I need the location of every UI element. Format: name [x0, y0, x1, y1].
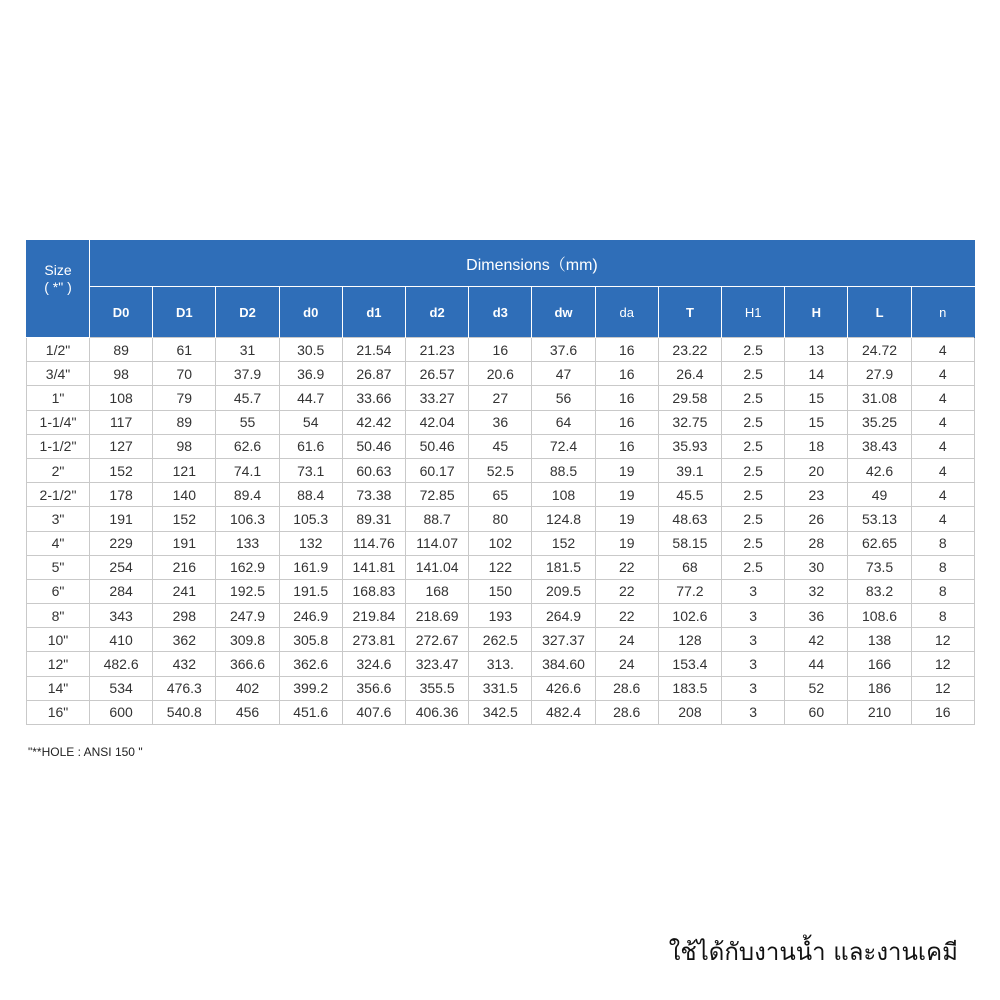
table-cell: 27.9 — [848, 362, 911, 386]
table-row — [27, 700, 975, 724]
table-cell: 108.6 — [848, 604, 911, 628]
table-cell: 476.3 — [153, 676, 216, 700]
table-cell: 2.5 — [722, 410, 785, 434]
column-header: D2 — [216, 287, 279, 338]
size-header — [27, 240, 90, 338]
table-cell: 181.5 — [532, 555, 595, 579]
table-cell: 33.27 — [406, 386, 469, 410]
table-cell: 89 — [90, 338, 153, 362]
table-cell: 44.7 — [279, 386, 342, 410]
table-cell: 402 — [216, 676, 279, 700]
table-cell: 16 — [595, 410, 658, 434]
table-cell: 73.1 — [279, 458, 342, 482]
table-cell: 98 — [90, 362, 153, 386]
table-cell: 254 — [90, 555, 153, 579]
table-cell: 3 — [722, 628, 785, 652]
table-cell: 24 — [595, 652, 658, 676]
table-cell: 323.47 — [406, 652, 469, 676]
table-cell: 26.87 — [342, 362, 405, 386]
column-header: L — [848, 287, 911, 338]
table-cell: 3 — [722, 652, 785, 676]
table-cell: 451.6 — [279, 700, 342, 724]
table-cell: 29.58 — [658, 386, 721, 410]
table-cell: 60.63 — [342, 458, 405, 482]
table-cell: 2.5 — [722, 555, 785, 579]
table-cell: 366.6 — [216, 652, 279, 676]
table-cell: 140 — [153, 483, 216, 507]
table-cell: 70 — [153, 362, 216, 386]
table-cell: 264.9 — [532, 604, 595, 628]
table-cell: 3 — [722, 579, 785, 603]
table-cell: 410 — [90, 628, 153, 652]
table-cell: 79 — [153, 386, 216, 410]
table-cell: 3 — [722, 604, 785, 628]
table-cell: 36.9 — [279, 362, 342, 386]
table-cell: 26.4 — [658, 362, 721, 386]
table-cell: 128 — [658, 628, 721, 652]
dimensions-header: Dimensions（mm) — [90, 240, 975, 287]
table-row — [27, 604, 975, 628]
table-row — [27, 555, 975, 579]
table-cell: 80 — [469, 507, 532, 531]
size-cell: 10" — [27, 628, 90, 652]
spec-table-container — [26, 240, 974, 725]
table-cell: 399.2 — [279, 676, 342, 700]
size-cell: 1-1/2" — [27, 434, 90, 458]
column-header: D0 — [90, 287, 153, 338]
table-cell: 22 — [595, 604, 658, 628]
size-cell: 5" — [27, 555, 90, 579]
table-cell: 105.3 — [279, 507, 342, 531]
table-cell: 21.23 — [406, 338, 469, 362]
table-cell: 482.4 — [532, 700, 595, 724]
table-cell: 12 — [911, 676, 974, 700]
table-cell: 178 — [90, 483, 153, 507]
table-cell: 138 — [848, 628, 911, 652]
table-cell: 12 — [911, 628, 974, 652]
table-cell: 28 — [785, 531, 848, 555]
table-cell: 56 — [532, 386, 595, 410]
table-row — [27, 362, 975, 386]
table-cell: 343 — [90, 604, 153, 628]
table-cell: 168.83 — [342, 579, 405, 603]
table-cell: 284 — [90, 579, 153, 603]
table-cell: 2.5 — [722, 362, 785, 386]
table-cell: 124.8 — [532, 507, 595, 531]
table-cell: 62.65 — [848, 531, 911, 555]
table-cell: 48.63 — [658, 507, 721, 531]
table-row — [27, 410, 975, 434]
table-cell: 114.76 — [342, 531, 405, 555]
column-header: T — [658, 287, 721, 338]
table-cell: 356.6 — [342, 676, 405, 700]
table-cell: 362 — [153, 628, 216, 652]
table-cell: 16 — [595, 386, 658, 410]
table-cell: 362.6 — [279, 652, 342, 676]
table-cell: 3 — [722, 700, 785, 724]
table-cell: 24 — [595, 628, 658, 652]
table-cell: 58.15 — [658, 531, 721, 555]
dimensions-table — [26, 240, 975, 725]
table-cell: 229 — [90, 531, 153, 555]
table-cell: 4 — [911, 458, 974, 482]
table-cell: 191 — [153, 531, 216, 555]
table-cell: 117 — [90, 410, 153, 434]
table-cell: 26 — [785, 507, 848, 531]
table-cell: 27 — [469, 386, 532, 410]
table-cell: 355.5 — [406, 676, 469, 700]
table-cell: 42.04 — [406, 410, 469, 434]
column-header: d1 — [342, 287, 405, 338]
table-cell: 88.4 — [279, 483, 342, 507]
table-cell: 133 — [216, 531, 279, 555]
table-cell: 153.4 — [658, 652, 721, 676]
table-cell: 30.5 — [279, 338, 342, 362]
table-cell: 540.8 — [153, 700, 216, 724]
table-cell: 152 — [153, 507, 216, 531]
table-cell: 161.9 — [279, 555, 342, 579]
table-cell: 600 — [90, 700, 153, 724]
table-cell: 30 — [785, 555, 848, 579]
table-cell: 22 — [595, 555, 658, 579]
table-cell: 13 — [785, 338, 848, 362]
table-cell: 456 — [216, 700, 279, 724]
table-cell: 191 — [90, 507, 153, 531]
table-cell: 50.46 — [406, 434, 469, 458]
table-cell: 60.17 — [406, 458, 469, 482]
table-cell: 8 — [911, 604, 974, 628]
table-cell: 384.60 — [532, 652, 595, 676]
table-cell: 2.5 — [722, 458, 785, 482]
table-cell: 38.43 — [848, 434, 911, 458]
table-cell: 42 — [785, 628, 848, 652]
table-row — [27, 531, 975, 555]
table-cell: 4 — [911, 338, 974, 362]
table-cell: 35.93 — [658, 434, 721, 458]
table-cell: 15 — [785, 386, 848, 410]
table-cell: 482.6 — [90, 652, 153, 676]
table-cell: 36 — [469, 410, 532, 434]
table-cell: 186 — [848, 676, 911, 700]
size-header-unit: ( *" ) — [44, 279, 72, 295]
table-row — [27, 507, 975, 531]
table-cell: 2.5 — [722, 507, 785, 531]
column-header: H1 — [722, 287, 785, 338]
column-header: d3 — [469, 287, 532, 338]
table-cell: 298 — [153, 604, 216, 628]
table-cell: 16 — [911, 700, 974, 724]
table-cell: 77.2 — [658, 579, 721, 603]
table-cell: 55 — [216, 410, 279, 434]
table-cell: 241 — [153, 579, 216, 603]
table-cell: 22 — [595, 579, 658, 603]
table-cell: 162.9 — [216, 555, 279, 579]
table-row — [27, 628, 975, 652]
table-cell: 65 — [469, 483, 532, 507]
table-cell: 20.6 — [469, 362, 532, 386]
table-row — [27, 676, 975, 700]
usage-caption: ใช้ได้กับงานน้ำ และงานเคมี — [668, 938, 958, 966]
table-cell: 127 — [90, 434, 153, 458]
table-cell: 89.4 — [216, 483, 279, 507]
table-cell: 83.2 — [848, 579, 911, 603]
table-cell: 73.38 — [342, 483, 405, 507]
table-cell: 342.5 — [469, 700, 532, 724]
table-cell: 62.6 — [216, 434, 279, 458]
size-cell: 3" — [27, 507, 90, 531]
table-cell: 2.5 — [722, 386, 785, 410]
column-header: d0 — [279, 287, 342, 338]
table-row — [27, 434, 975, 458]
table-row — [27, 483, 975, 507]
table-cell: 42.6 — [848, 458, 911, 482]
table-cell: 152 — [532, 531, 595, 555]
table-cell: 16 — [595, 434, 658, 458]
size-cell: 2" — [27, 458, 90, 482]
table-cell: 23 — [785, 483, 848, 507]
table-cell: 42.42 — [342, 410, 405, 434]
table-cell: 193 — [469, 604, 532, 628]
table-cell: 68 — [658, 555, 721, 579]
table-cell: 4 — [911, 507, 974, 531]
table-cell: 2.5 — [722, 434, 785, 458]
table-cell: 53.13 — [848, 507, 911, 531]
table-cell: 31.08 — [848, 386, 911, 410]
table-cell: 150 — [469, 579, 532, 603]
table-row — [27, 386, 975, 410]
table-cell: 183.5 — [658, 676, 721, 700]
table-cell: 209.5 — [532, 579, 595, 603]
table-cell: 35.25 — [848, 410, 911, 434]
size-cell: 8" — [27, 604, 90, 628]
table-cell: 33.66 — [342, 386, 405, 410]
table-cell: 45.7 — [216, 386, 279, 410]
table-cell: 141.81 — [342, 555, 405, 579]
table-cell: 21.54 — [342, 338, 405, 362]
table-cell: 18 — [785, 434, 848, 458]
table-cell: 89.31 — [342, 507, 405, 531]
size-cell: 14" — [27, 676, 90, 700]
table-cell: 152 — [90, 458, 153, 482]
table-cell: 89 — [153, 410, 216, 434]
table-cell: 31 — [216, 338, 279, 362]
table-row — [27, 458, 975, 482]
size-cell: 1-1/4" — [27, 410, 90, 434]
size-cell: 12" — [27, 652, 90, 676]
table-cell: 98 — [153, 434, 216, 458]
table-cell: 24.72 — [848, 338, 911, 362]
column-header: da — [595, 287, 658, 338]
column-header: dw — [532, 287, 595, 338]
table-cell: 108 — [532, 483, 595, 507]
size-header-label: Size — [44, 262, 72, 278]
table-cell: 192.5 — [216, 579, 279, 603]
table-cell: 2.5 — [722, 338, 785, 362]
size-cell: 2-1/2" — [27, 483, 90, 507]
table-cell: 102.6 — [658, 604, 721, 628]
table-cell: 20 — [785, 458, 848, 482]
table-cell: 407.6 — [342, 700, 405, 724]
size-cell: 1/2" — [27, 338, 90, 362]
table-cell: 73.5 — [848, 555, 911, 579]
table-cell: 15 — [785, 410, 848, 434]
table-cell: 64 — [532, 410, 595, 434]
table-cell: 166 — [848, 652, 911, 676]
table-cell: 50.46 — [342, 434, 405, 458]
table-cell: 60 — [785, 700, 848, 724]
table-cell: 14 — [785, 362, 848, 386]
table-cell: 19 — [595, 531, 658, 555]
column-header: n — [911, 287, 974, 338]
table-cell: 406.36 — [406, 700, 469, 724]
table-cell: 45.5 — [658, 483, 721, 507]
table-cell: 39.1 — [658, 458, 721, 482]
table-cell: 32.75 — [658, 410, 721, 434]
table-cell: 19 — [595, 458, 658, 482]
size-cell: 4" — [27, 531, 90, 555]
table-cell: 37.9 — [216, 362, 279, 386]
table-row — [27, 338, 975, 362]
size-cell: 1" — [27, 386, 90, 410]
table-cell: 52.5 — [469, 458, 532, 482]
table-cell: 272.67 — [406, 628, 469, 652]
table-cell: 37.6 — [532, 338, 595, 362]
table-cell: 432 — [153, 652, 216, 676]
hole-standard-note: "**HOLE : ANSI 150 " — [28, 745, 143, 759]
table-cell: 4 — [911, 434, 974, 458]
table-cell: 44 — [785, 652, 848, 676]
table-cell: 28.6 — [595, 700, 658, 724]
table-cell: 218.69 — [406, 604, 469, 628]
table-cell: 141.04 — [406, 555, 469, 579]
table-cell: 216 — [153, 555, 216, 579]
column-header: D1 — [153, 287, 216, 338]
table-cell: 3 — [722, 676, 785, 700]
size-cell: 16" — [27, 700, 90, 724]
table-cell: 23.22 — [658, 338, 721, 362]
table-cell: 122 — [469, 555, 532, 579]
table-cell: 36 — [785, 604, 848, 628]
table-cell: 210 — [848, 700, 911, 724]
table-cell: 327.37 — [532, 628, 595, 652]
table-cell: 106.3 — [216, 507, 279, 531]
table-cell: 19 — [595, 483, 658, 507]
table-cell: 74.1 — [216, 458, 279, 482]
table-cell: 246.9 — [279, 604, 342, 628]
size-cell: 3/4" — [27, 362, 90, 386]
column-header: H — [785, 287, 848, 338]
table-cell: 8 — [911, 531, 974, 555]
table-cell: 72.4 — [532, 434, 595, 458]
table-row — [27, 579, 975, 603]
table-cell: 132 — [279, 531, 342, 555]
table-cell: 72.85 — [406, 483, 469, 507]
table-cell: 4 — [911, 483, 974, 507]
table-cell: 61.6 — [279, 434, 342, 458]
table-cell: 168 — [406, 579, 469, 603]
table-cell: 324.6 — [342, 652, 405, 676]
table-cell: 12 — [911, 652, 974, 676]
size-cell: 6" — [27, 579, 90, 603]
table-cell: 331.5 — [469, 676, 532, 700]
table-cell: 16 — [595, 362, 658, 386]
table-cell: 28.6 — [595, 676, 658, 700]
table-cell: 88.7 — [406, 507, 469, 531]
table-cell: 247.9 — [216, 604, 279, 628]
table-cell: 191.5 — [279, 579, 342, 603]
table-cell: 108 — [90, 386, 153, 410]
table-cell: 32 — [785, 579, 848, 603]
table-cell: 102 — [469, 531, 532, 555]
table-cell: 121 — [153, 458, 216, 482]
table-cell: 208 — [658, 700, 721, 724]
table-cell: 49 — [848, 483, 911, 507]
table-cell: 16 — [595, 338, 658, 362]
table-cell: 45 — [469, 434, 532, 458]
table-cell: 2.5 — [722, 531, 785, 555]
table-cell: 54 — [279, 410, 342, 434]
table-cell: 47 — [532, 362, 595, 386]
table-cell: 114.07 — [406, 531, 469, 555]
table-cell: 4 — [911, 386, 974, 410]
table-cell: 426.6 — [532, 676, 595, 700]
table-cell: 19 — [595, 507, 658, 531]
table-cell: 26.57 — [406, 362, 469, 386]
table-cell: 262.5 — [469, 628, 532, 652]
table-cell: 2.5 — [722, 483, 785, 507]
table-cell: 4 — [911, 362, 974, 386]
table-cell: 61 — [153, 338, 216, 362]
table-cell: 273.81 — [342, 628, 405, 652]
table-body — [27, 338, 975, 725]
table-cell: 309.8 — [216, 628, 279, 652]
table-cell: 8 — [911, 579, 974, 603]
table-cell: 219.84 — [342, 604, 405, 628]
table-cell: 16 — [469, 338, 532, 362]
column-header: d2 — [406, 287, 469, 338]
table-cell: 52 — [785, 676, 848, 700]
table-cell: 4 — [911, 410, 974, 434]
table-row — [27, 652, 975, 676]
table-cell: 313. — [469, 652, 532, 676]
table-cell: 8 — [911, 555, 974, 579]
table-cell: 305.8 — [279, 628, 342, 652]
table-cell: 534 — [90, 676, 153, 700]
table-cell: 88.5 — [532, 458, 595, 482]
